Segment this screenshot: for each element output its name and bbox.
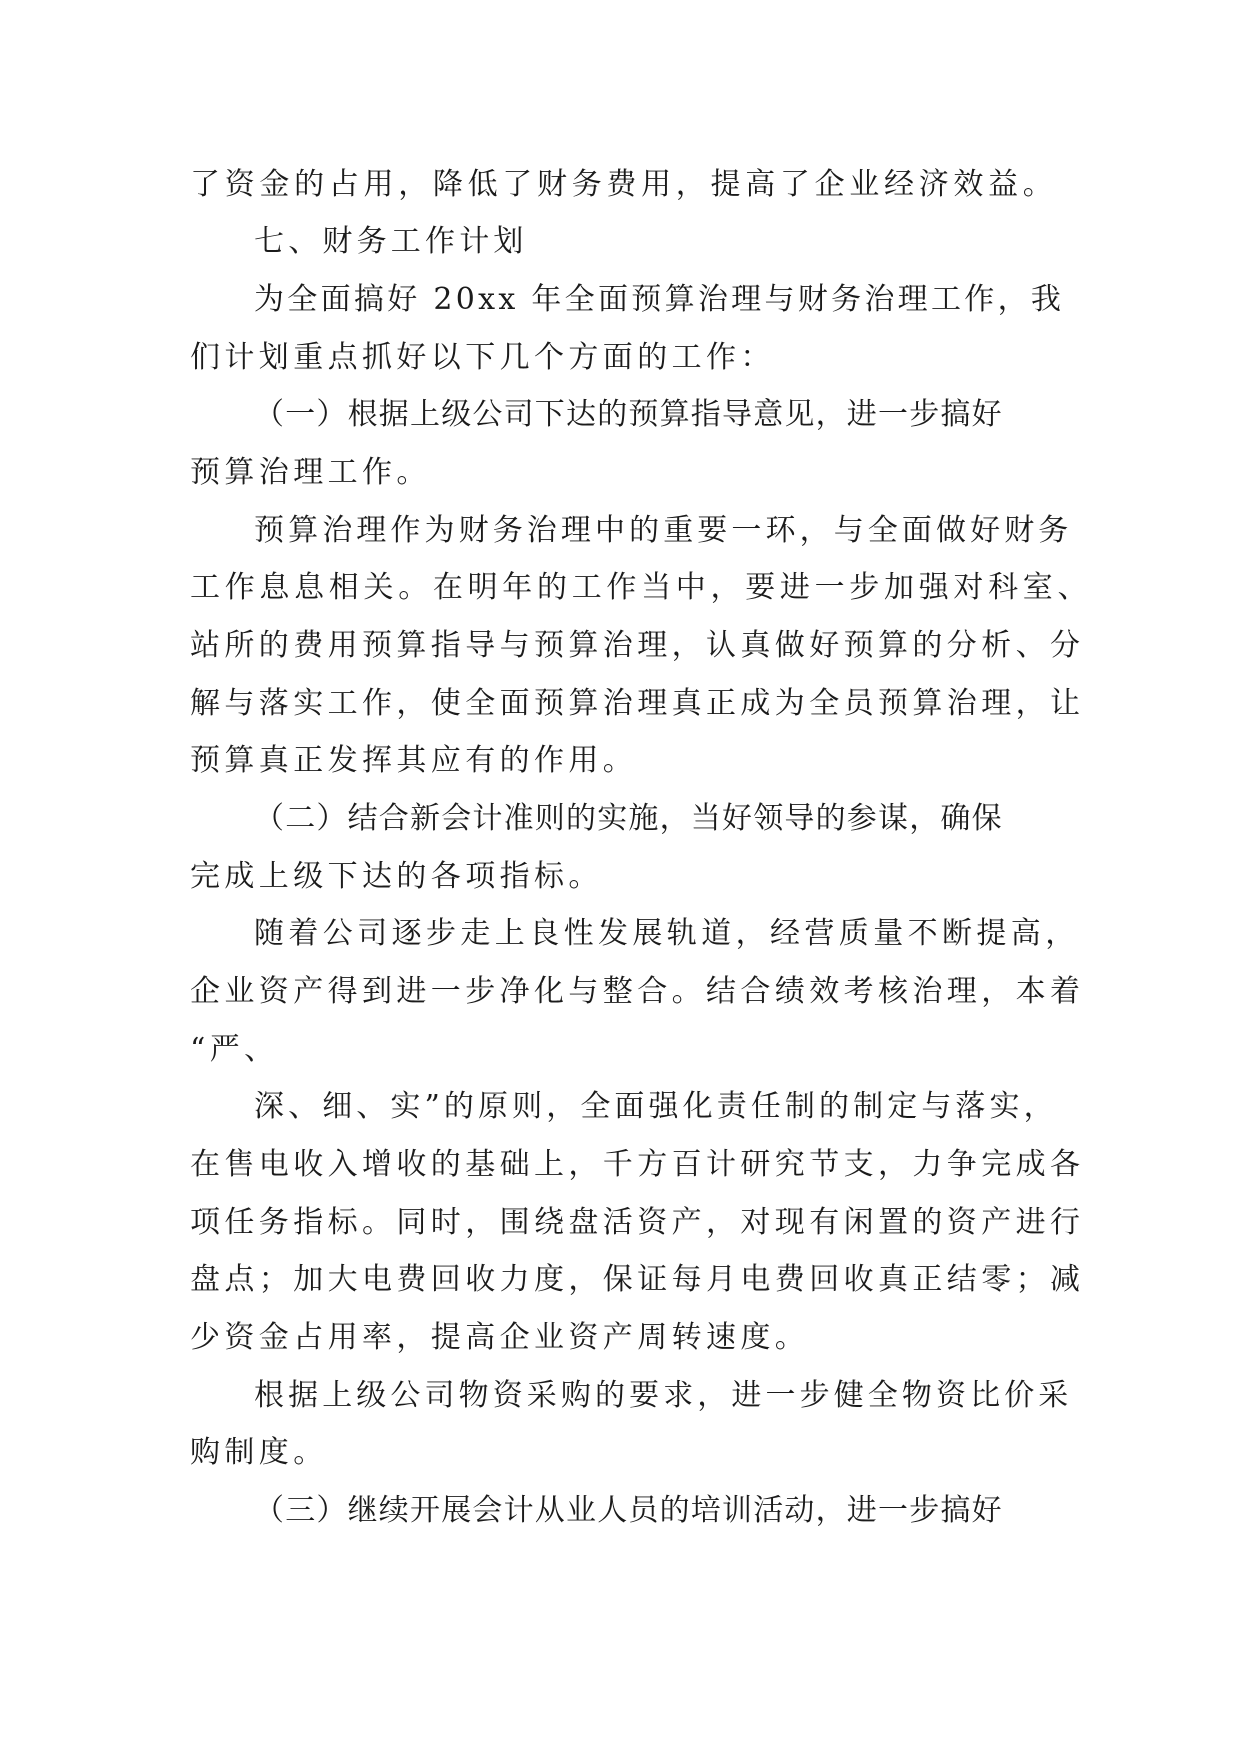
text-line: 预算真正发挥其应有的作用。 [190, 743, 638, 778]
text-line: 根据上级公司物资采购的要求，进一步健全物资比价采 [254, 1378, 1073, 1413]
text-line: 预算治理作为财务治理中的重要一环，与全面做好财务 [254, 513, 1073, 548]
section-heading: 七、财务工作计划 [254, 224, 528, 259]
text-line: 站所的费用预算指导与预算治理，认真做好预算的分析、分 [190, 628, 1085, 663]
text-line: 企业资产得到进一步净化与整合。结合绩效考核治理，本着 [190, 974, 1085, 1009]
text-line: 购制度。 [190, 1435, 328, 1470]
text-line: 项任务指标。同时，围绕盘活资产，对现有闲置的资产进行 [190, 1205, 1085, 1240]
subsection-heading: （三）继续开展会计从业人员的培训活动，进一步搞好 [254, 1493, 1003, 1528]
text-line: 深、细、实”的原则，全面强化责任制的制定与落实， [254, 1089, 1058, 1124]
text-line: 完成上级下达的各项指标。 [190, 859, 603, 894]
text-line: 们计划重点抓好以下几个方面的工作： [190, 340, 775, 375]
text-line: 预算治理工作。 [190, 455, 431, 490]
text-line: 在售电收入增收的基础上，千方百计研究节支，力争完成各 [190, 1147, 1085, 1182]
subsection-heading: （二）结合新会计准则的实施，当好领导的参谋，确保 [254, 801, 1003, 836]
text-line: 工作息息相关。在明年的工作当中，要进一步加强对科室、 [190, 570, 1093, 605]
text-line: 了资金的占用，降低了财务费用，提高了企业经济效益。 [190, 167, 1058, 202]
text-line: 少资金占用率，提高企业资产周转速度。 [190, 1320, 810, 1355]
text-line: 解与落实工作，使全面预算治理真正成为全员预算治理，让 [190, 686, 1085, 721]
text-line: 盘点；加大电费回收力度，保证每月电费回收真正结零；减 [190, 1262, 1085, 1297]
text-line: “严、 [190, 1032, 279, 1067]
text-line: 随着公司逐步走上良性发展轨道，经营质量不断提高， [254, 916, 1080, 951]
subsection-heading: （一）根据上级公司下达的预算指导意见，进一步搞好 [254, 397, 1003, 432]
text-line: 为全面搞好 20xx 年全面预算治理与财务治理工作，我 [254, 282, 1065, 317]
